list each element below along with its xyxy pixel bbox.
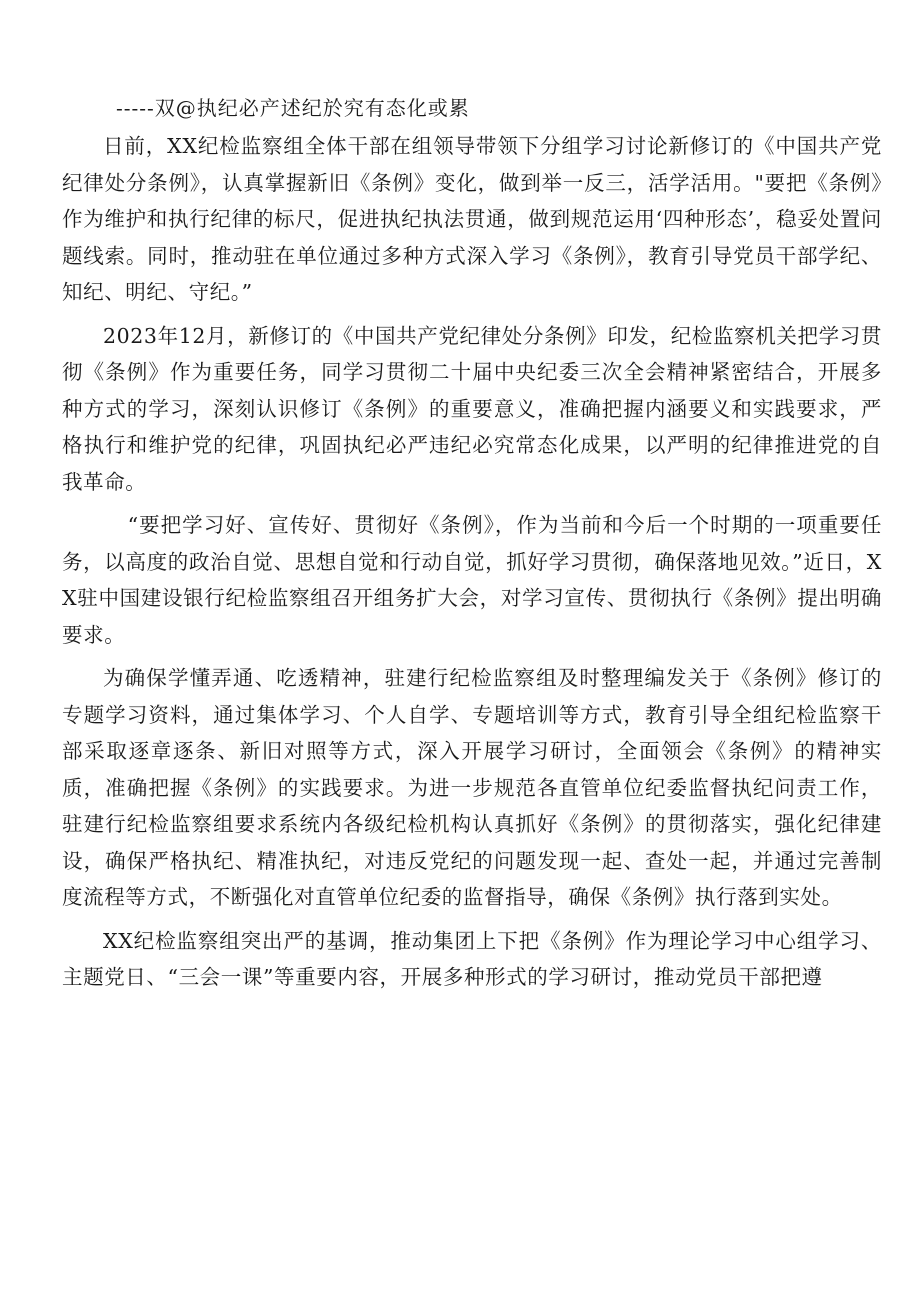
subtitle: -----双@执纪必产述纪於究有态化或累 xyxy=(116,96,470,120)
paragraph-3: “要把学习好、宣传好、贯彻好《条例》，作为当前和今后一个时期的一项重要任务，以高度的政治自觉、思想自觉和行动自觉，抓好学习贯彻，确保落地见效。”近日，XX驻中国建设银行纪检监察组召开组务扩大会，对学习宣传、贯彻执行《条例》提出明确要求。 xyxy=(62,513,882,647)
paragraph-2: 2023年12月，新修订的《中国共产党纪律处分条例》印发，纪检监察机关把学习贯彻《条例》作为重要任务，同学习贯彻二十届中央纪委三次全会精神紧密结合，开展多种方式的学习，深刻认识修订《条例》的重要意义，准确把握内涵要义和实践要求，严格执行和维护党的纪律，巩固执纪必严违纪必究常态化成果，以严明的纪律推进党的自我革命。 xyxy=(62,323,882,494)
paragraph-1: 日前，XX纪检监察组全体干部在组领导带领下分组学习讨论新修订的《中国共产党纪律处分条例》，认真掌握新旧《条例》变化，做到举一反三，活学活用。"要把《条例》作为维护和执行纪律的标尺，促进执纪执法贯通，做到规范运用‘四种形态’，稳妥处置问题线索。同时，推动驻在单位通过多种方式深入学习《条例》，教育引导党员干部学纪、知纪、明纪、守纪。” xyxy=(62,134,882,304)
paragraph-4: 为确保学懂弄通、吃透精神，驻建行纪检监察组及时整理编发关于《条例》修订的专题学习资料，通过集体学习、个人自学、专题培训等方式，教育引导全组纪检监察干部采取逐章逐条、新旧对照等方式，深入开展学习研讨，全面领会《条例》的精神实质，准确把握《条例》的实践要求。为进一步规范各直管单位纪委监督执纪问责工作，驻建行纪检监察组要求系统内各级纪检机构认真抓好《条例》的贯彻落实，强化纪律建设，确保严格执纪、精准执纪，对违反党纪的问题发现一起、查处一起，并通过完善制度流程等方式，不断强化对直管单位纪委的监督指导，确保《条例》执行落到实处。 xyxy=(62,666,882,909)
paragraph-5: XX纪检监察组突出严的基调，推动集团上下把《条例》作为理论学习中心组学习、主题党日、“三会一课”等重要内容，开展多种形式的学习研讨，推动党员干部把遵 xyxy=(62,928,882,989)
document-body xyxy=(62,88,882,1003)
